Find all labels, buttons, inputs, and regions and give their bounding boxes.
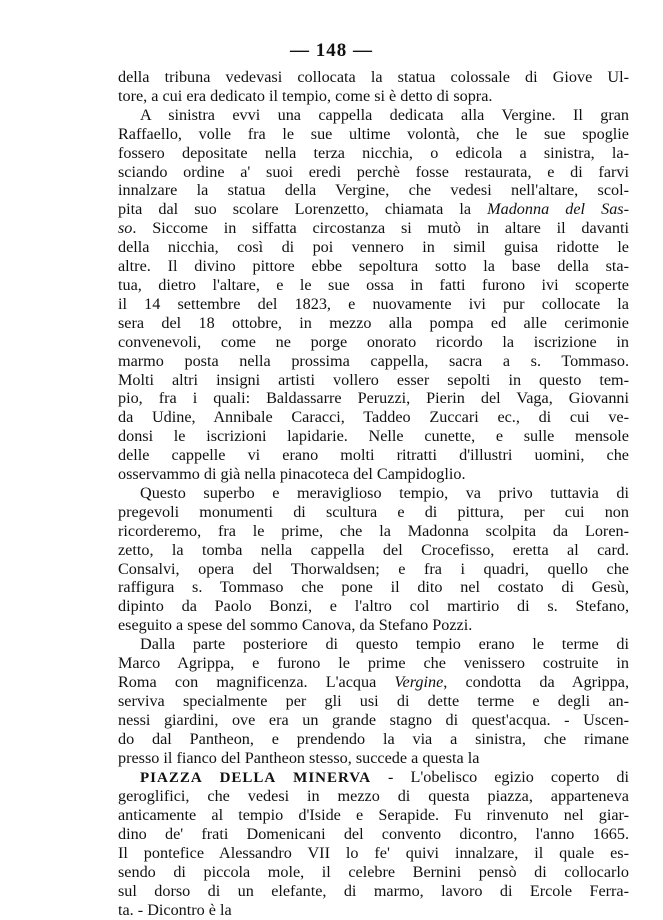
text-line: [118, 465, 629, 484]
text-line: [118, 276, 629, 295]
text-line: [118, 200, 629, 219]
text-line: [118, 125, 629, 144]
text-line: [118, 484, 629, 503]
line-text: donsi le iscrizioni lapidarie. Nelle cunette, e sulle mensole: [118, 427, 629, 446]
text-line: [118, 68, 629, 87]
line-text: il 14 settembre del 1823, e nuovamente ivi pur collocate la: [118, 294, 629, 313]
line-text: do dal Pantheon, e prendendo la via a sinistra, che rimane: [118, 729, 629, 748]
line-text: Questo superbo e meraviglioso tempio, va privo tuttavia di: [140, 483, 629, 502]
text-line: [118, 730, 629, 749]
line-text: Consalvi, opera del Thorwaldsen; e fra i quadri, quello che: [118, 559, 629, 578]
text-line: [118, 673, 629, 692]
text-line: [118, 597, 629, 616]
text-line: [118, 787, 629, 806]
text-line: [118, 181, 629, 200]
text-line: [118, 408, 629, 427]
line-text: ta. - Dicontro è la: [118, 900, 232, 919]
line-text: presso il fianco del Pantheon stesso, succede a questa la: [118, 748, 480, 767]
line-text: eseguito a spese del sommo Canova, da Stefano Pozzi.: [118, 616, 473, 635]
line-text: sendo di piccola mole, il celebre Bernini pensò di collocarlo: [118, 863, 629, 882]
text-line: [118, 106, 629, 125]
line-text: Molti altri insigni artisti vollero esser sepolti in questo tem-: [118, 370, 629, 389]
line-text: altre. Il divino pittore ebbe sepoltura sotto la base della sta-: [118, 257, 629, 276]
line-text: della tribuna vedevasi collocata la statua colossale di Giove Ul-: [118, 68, 629, 86]
line-text: sul dorso di un elefante, di marmo, lavoro di Ercole Ferra-: [118, 881, 629, 900]
text-line: [118, 522, 629, 541]
text-line: [118, 616, 629, 635]
text-line: [118, 87, 629, 106]
text-line: [118, 768, 629, 788]
line-text: pita dal suo scolare Lorenzetto, chiamata la: [118, 200, 488, 219]
line-text: anticamente al tempio d'Iside e Serapide. Fu rinvenuto nel giar-: [118, 806, 629, 825]
italic-text: so: [118, 219, 133, 238]
text-line: [118, 541, 629, 560]
text-line: [118, 163, 629, 182]
text-line: [118, 654, 629, 673]
text-line: [118, 295, 629, 314]
line-text: zetto, la tomba nella cappella del Crocefisso, eretta al card.: [118, 540, 629, 559]
line-text: ricorderemo, fra le prime, che la Madonna scolpita da Loren-: [118, 521, 629, 540]
line-text: Marco Agrippa, e furono le prime che venissero costruite in: [118, 654, 629, 673]
line-text: . Siccome in siffatta circostanza si mutò in altare il davanti: [132, 219, 629, 238]
text-line: [118, 314, 629, 333]
text-line: [118, 503, 629, 522]
text-line: [118, 578, 629, 597]
text-line: [118, 257, 629, 276]
line-text: raffigura s. Tommaso che pone il dito nel costato di Gesù,: [118, 578, 629, 597]
line-text: geroglifici, che vedesi in mezzo di questa piazza, apparteneva: [118, 787, 629, 806]
line-text: serviva specialmente per gli usi di dette terme e degli an-: [118, 691, 629, 710]
text-line: [118, 825, 629, 844]
text-line: [118, 901, 629, 920]
text-line: [118, 711, 629, 730]
text-line: [118, 371, 629, 390]
italic-text: Vergine: [394, 673, 444, 691]
page-number: — 148 —: [290, 40, 373, 61]
line-text: A sinistra evvi una cappella dedicata alla Vergine. Il gran: [140, 105, 629, 124]
text-line: [118, 692, 629, 711]
text-line: [118, 863, 629, 882]
italic-text: Madonna del Sas-: [487, 200, 629, 219]
text-line: [118, 806, 629, 825]
text-line: [118, 749, 629, 768]
text-line: [118, 844, 629, 863]
text-line: [118, 389, 629, 408]
line-text: tua, dietro l'altare, e le sue ossa in fatti furono ivi scoperte: [118, 275, 629, 294]
line-text: sciando ordine a' suoi eredi perchè fosse restaurata, e di farvi: [118, 162, 629, 181]
text-line: [118, 446, 629, 465]
text-line: [118, 560, 629, 579]
line-text: dipinto da Paolo Bonzi, e l'altro col martirio di s. Stefano,: [118, 597, 629, 616]
line-text: pio, fra i quali: Baldassarre Peruzzi, Pierin del Vaga, Giovanni: [118, 389, 629, 408]
line-text: Roma con magnificenza. L'acqua: [118, 673, 395, 691]
text-line: [118, 144, 629, 163]
line-text: osservammo di già nella pinacoteca del Campidoglio.: [118, 465, 466, 484]
text-line: [118, 635, 629, 654]
text-line: [118, 333, 629, 352]
heading-text: PIAZZA DELLA MINERVA: [140, 769, 372, 786]
line-text: tore, a cui era dedicato il tempio, come si è detto di sopra.: [118, 86, 493, 105]
line-text: Raffaello, volle fra le sue ultime volontà, che le sue spoglie: [118, 124, 629, 143]
line-text: , condotta da Agrippa,: [443, 673, 629, 691]
line-text: marmo posta nella prossima cappella, sacra a s. Tommaso.: [118, 351, 629, 370]
line-text: della nicchia, così di poi vennero in simil guisa ridotte le: [118, 238, 629, 257]
line-text: Dalla parte posteriore di questo tempio erano le terme di: [140, 635, 629, 654]
text-line: [118, 352, 629, 371]
text-line: [118, 882, 629, 901]
line-text: sera del 18 ottobre, in mezzo alla pompa ed alle cerimonie: [118, 313, 629, 332]
line-text: dino de' frati Domenicani del convento dicontro, l'anno 1665.: [118, 825, 629, 844]
line-text: - L'obelisco egizio coperto di: [371, 767, 629, 786]
text-line: [118, 219, 629, 238]
line-text: da Udine, Annibale Caracci, Taddeo Zuccari ec., di cui ve-: [118, 408, 629, 427]
body-text: [118, 68, 629, 920]
line-text: fossero depositate nella terza nicchia, o edicola a sinistra, la-: [118, 143, 629, 162]
line-text: convenevoli, come ne porge onorato ricordo la iscrizione in: [118, 332, 629, 351]
line-text: pregevoli monumenti di scultura e di pittura, per cui non: [118, 502, 629, 521]
line-text: Il pontefice Alessandro VII lo fe' quivi innalzare, il quale es-: [118, 844, 629, 863]
line-text: innalzare la statua della Vergine, che vedesi nell'altare, scol-: [118, 181, 629, 200]
line-text: delle cappelle vi erano molti ritratti d'illustri uomini, che: [118, 446, 629, 465]
text-line: [118, 238, 629, 257]
line-text: nessi giardini, ove era un grande stagno di quest'acqua. - Uscen-: [118, 710, 629, 729]
text-line: [118, 427, 629, 446]
